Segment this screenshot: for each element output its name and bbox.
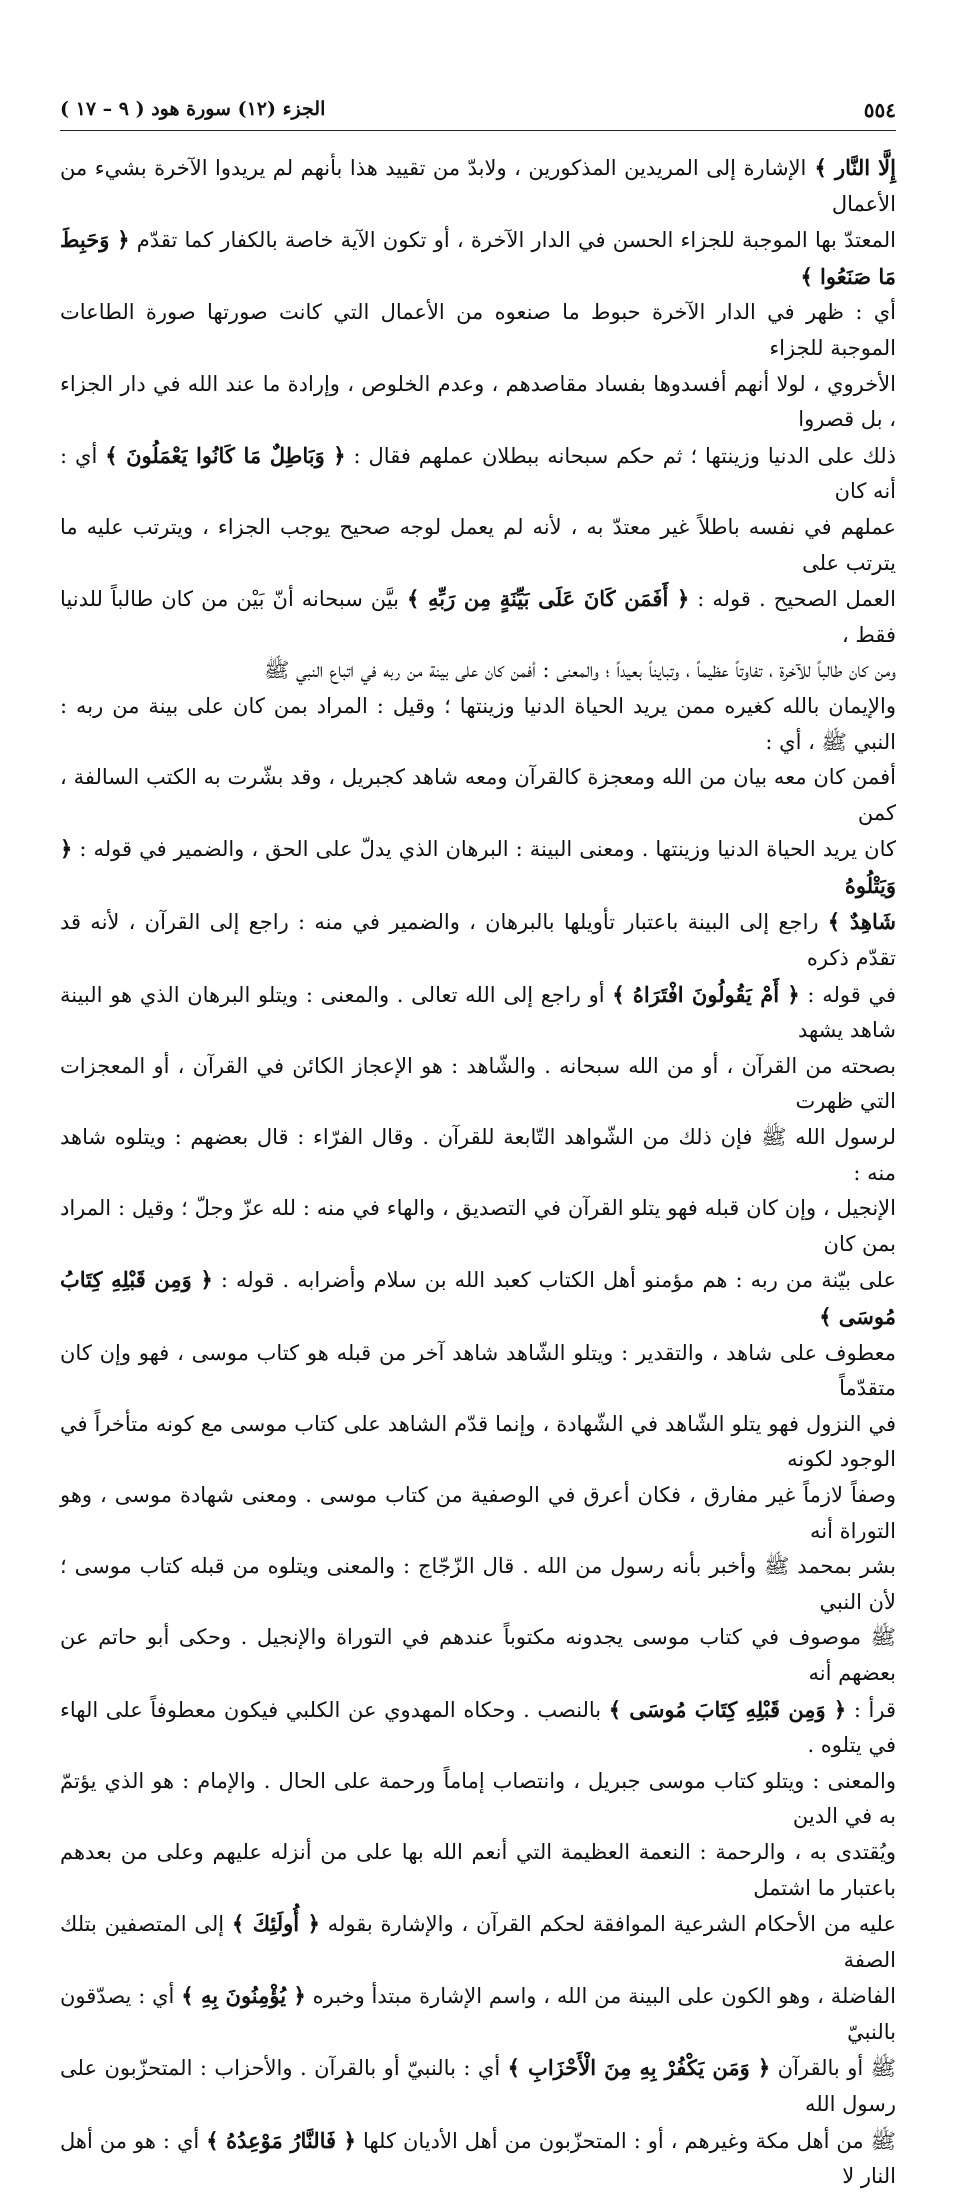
text-segment: الإنجيل ، وإن كان قبله فهو يتلو القرآن في التصديق ، والهاء في منه : لله عزّ وجلّ ؛ وقيل : المراد بمن كان — [60, 1196, 896, 1256]
quran-quote: ﴿ وَمَن يَكْفُرْ بِهِ مِنَ الْأَحْزَابِ ﴾ — [507, 2055, 771, 2081]
text-line — [60, 1764, 896, 1835]
text-segment: الإشارة إلى المريدين المذكورين ، ولابدّ من تقييد هذا بأنهم لم يريدوا الآخرة بشيء من الأعمال — [60, 156, 896, 216]
text-segment: ومن كان طالباً للآخرة ، تفاوتاً عظيماً ، وتبايناً بعيداً ؛ والمعنى : أفمن كان على بينة من ربه في اتباع النبي ﷺ — [264, 658, 896, 683]
quran-quote: ﴿ وَحَبِطَ مَا صَنَعُوا ﴾ — [60, 227, 896, 289]
text-segment: بشر بمحمد ﷺ وأخبر بأنه رسول من الله . قال الزّجّاج : والمعنى ويتلوه من قبله كتاب موسى ؛ لأن النبي — [60, 1554, 896, 1614]
text-segment: ويُقتدى به ، والرحمة : النعمة العظيمة التي أنعم الله بها على من أنزله عليهم وعلى من بعدهم باعتبار ما اشتمل — [60, 1839, 896, 1900]
text-line — [60, 1978, 896, 2050]
text-line — [60, 581, 896, 653]
quran-quote: ﴿ أَفَمَن كَانَ عَلَى بَيِّنَةٍ مِن رَبِّهِ ﴾ — [407, 586, 690, 612]
text-line — [60, 438, 896, 510]
text-line — [60, 1120, 896, 1191]
quran-quote: ﴿ وَمِن قَبْلِهِ كِتَابَ مُوسَى ﴾ — [608, 1696, 847, 1722]
text-segment: الفاضلة ، وهو الكون على البينة من الله ، واسم الإشارة مبتدأ وخبره — [305, 1984, 897, 2009]
text-line — [60, 760, 896, 831]
text-segment: ﷺ أو بالقرآن — [770, 2056, 896, 2081]
text-segment: كان يريد الحياة الدنيا وزينتها . ومعنى البينة : البرهان الذي يدلّ على الحق ، والضمير في قوله : — [72, 837, 896, 862]
text-segment: عليه من الأحكام الشرعية الموافقة لحكم القرآن ، والإشارة بقوله — [319, 1912, 896, 1937]
text-line — [60, 222, 896, 295]
text-line — [60, 977, 896, 1049]
text-segment: ذلك على الدنيا وزينتها ؛ ثم حكم سبحانه ببطلان عملهم فقال : — [345, 443, 897, 468]
text-line — [60, 1620, 896, 1691]
text-segment: أفمن كان معه بيان من الله ومعجزة كالقرآن ومعه شاهد كجبريل ، وقد بشّرت به الكتب السالفة ، كمن — [60, 765, 896, 825]
quran-quote: شَاهِدٌ ﴾ — [827, 909, 897, 935]
text-segment: وصفاً لازماً غير مفارق ، فكان أعرق في الوصفية من كتاب موسى . ومعنى شهادة موسى ، وهو التوراة أنه — [60, 1482, 896, 1543]
quran-quote: ﴿ يُؤْمِنُونَ بِهِ ﴾ — [181, 1983, 306, 2009]
text-segment: والإيمان بالله كغيره ممن يريد الحياة الدنيا وزينتها ؛ وقيل : المراد بمن كان على بينة من ربه : النبي ﷺ ، أي : — [60, 693, 896, 754]
page-number: ٥٥٤ — [863, 98, 896, 122]
text-segment: والمعنى : ويتلو كتاب موسى جبريل ، وانتصاب إماماً ورحمة على الحال . والإمام : هو الذي يؤتمّ به في الدين — [60, 1768, 896, 1829]
text-line — [60, 1407, 896, 1478]
text-line — [60, 1692, 896, 1764]
text-line — [60, 831, 896, 904]
text-line — [60, 2123, 896, 2195]
text-segment: أي : يصدّقون بالنبيّ — [60, 1984, 896, 2044]
text-line — [60, 1049, 896, 1120]
text-line — [60, 1478, 896, 1549]
text-line — [60, 295, 896, 366]
commentary-body — [60, 150, 896, 2195]
text-segment: ﷺ موصوف في كتاب موسى يجدونه مكتوباً عندهم في التوراة والإنجيل . وحكى أبو حاتم عن بعضهم أنه — [60, 1625, 896, 1685]
text-segment: العمل الصحيح . قوله : — [689, 587, 896, 612]
text-segment: أي : هو من أهل النار لا — [60, 2128, 896, 2189]
text-line — [60, 689, 896, 760]
quran-quote: ﴿ فَالنَّارُ مَوْعِدُهُ ﴾ — [206, 2127, 356, 2153]
page-header — [60, 96, 896, 131]
text-segment: بالنصب . وحكاه المهدوي عن الكلبي فيكون معطوفاً على الهاء في يتلوه . — [60, 1697, 896, 1758]
quran-quote: ﴿ أَمْ يَقُولُونَ افْتَرَاهُ ﴾ — [612, 981, 800, 1007]
quran-quote: ﴿ وَيَتْلُوهُ — [60, 836, 896, 898]
text-line — [60, 1262, 896, 1335]
text-line — [60, 1835, 896, 1906]
text-segment: في النزول فهو يتلو الشّاهد في الشّهادة ، وإنما قدّم الشاهد على كتاب موسى مع كونه متأخراً في الوجود لكونه — [60, 1411, 896, 1472]
running-title: الجزء (١٢) سورة هود ( ٩ – ١٧ ) — [60, 98, 326, 120]
text-segment: ﷺ من أهل مكة وغيرهم ، أو : المتحزّبون من أهل الأديان كلها — [356, 2128, 896, 2153]
text-segment: أي : أنه كان — [60, 443, 896, 504]
text-segment: لرسول الله ﷺ فإن ذلك من الشّواهد التّابعة للقرآن . وقال الفرّاء : قال بعضهم : ويتلوه شاهد منه : — [60, 1125, 896, 1185]
text-segment: راجع إلى البينة باعتبار تأويلها بالبرهان ، والضمير في منه : راجع إلى القرآن ، لأنه قد تقدّم ذكره — [60, 910, 896, 971]
text-segment: معطوف على شاهد ، والتقدير : ويتلو الشّاهد شاهد آخر من قبله هو كتاب موسى ، فهو وإن كان متقدّماً — [60, 1340, 896, 1401]
text-segment: في قوله : — [799, 982, 896, 1007]
text-line — [60, 1191, 896, 1262]
text-segment: الأخروي ، لولا أنهم أفسدوها بفساد مقاصدهم ، وعدم الخلوص ، وإرادة ما عند الله في دار الجزاء ، بل قصروا — [60, 371, 896, 432]
quran-quote: ﴿ أُولَئِكَ ﴾ — [231, 1911, 320, 1937]
text-line — [60, 1906, 896, 1978]
text-segment: على بيّنة من ربه : هم مؤمنو أهل الكتاب كعبد الله بن سلام وأضرابه . قوله : — [212, 1268, 897, 1293]
text-segment: بيَّن سبحانه أنّ بَيْن من كان طالباً للدنيا فقط ، — [60, 587, 896, 647]
quran-quote: ﴿ وَمِن قَبْلِهِ كِتَابُ مُوسَى ﴾ — [60, 1267, 896, 1329]
text-segment: إلى المتصفين بتلك الصفة — [60, 1912, 896, 1972]
text-line — [60, 1549, 896, 1620]
text-line — [60, 150, 896, 222]
text-segment: قرأ : — [846, 1697, 896, 1722]
text-segment: أي : ظهر في الدار الآخرة حبوط ما صنعوه من الأعمال التي كانت صورتها صورة الطاعات الموجبة للجزاء — [60, 300, 896, 360]
text-line — [60, 2050, 896, 2122]
text-segment: المعتدّ بها الموجبة للجزاء الحسن في الدار الآخرة ، أو تكون الآية خاصة بالكفار كما تقدّم — [129, 228, 896, 253]
text-segment: أو راجع إلى الله تعالى . والمعنى : ويتلو البرهان الذي هو البينة شاهد يشهد — [60, 982, 896, 1043]
text-line — [60, 653, 896, 689]
text-line — [60, 367, 896, 438]
text-line — [60, 510, 896, 581]
text-line — [60, 1336, 896, 1407]
quran-quote: إِلَّا النَّار ﴾ — [806, 155, 896, 180]
text-line — [60, 904, 896, 976]
text-segment: عملهم في نفسه باطلاً غير معتدّ به ، لأنه لم يعمل لوجه صحيح يوجب الجزاء ، ويترتب عليه ما يترتب على — [60, 514, 896, 575]
quran-quote: ﴿ وَبَاطِلٌ مَا كَانُوا يَعْمَلُونَ ﴾ — [105, 442, 346, 468]
text-segment: بصحته من القرآن ، أو من الله سبحانه . والشّاهد : هو الإعجاز الكائن في القرآن ، أو المعجزات التي ظهرت — [60, 1053, 896, 1114]
text-segment: أي : بالنبيّ أو بالقرآن . والأحزاب : المتحزّبون على رسول الله — [60, 2056, 896, 2117]
